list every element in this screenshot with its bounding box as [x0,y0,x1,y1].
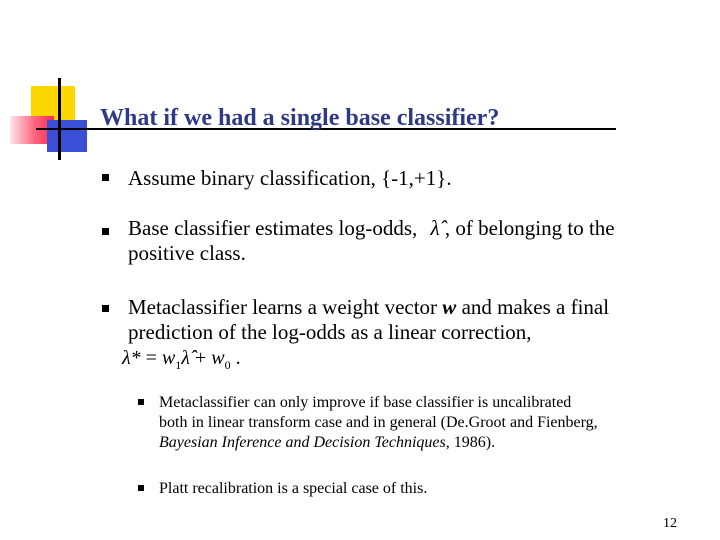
lambda-hat-in-equation: λ̂ [181,347,190,369]
equation-period: . [230,347,241,369]
bullet-3-line-2: prediction of the log-odds as a linear correction, [128,320,532,344]
w0-subscript: 0 [224,358,231,372]
subbullet-1-line-1: Metaclassifier can only improve if base classifier is uncalibrated [159,394,572,411]
subbullet-1-line-3 [159,433,495,452]
page-number: 12 [663,516,677,531]
w1-symbol: w [161,347,176,369]
subbullet-1-book-title: Bayesian Inference and Decision Techniques, [159,434,450,451]
decoration-vertical-line [58,78,61,160]
subbullet-1-year: 1986). [453,434,496,451]
w0-symbol: w [211,347,225,369]
subbullet-2-text: Platt recalibration is a special case of this. [159,480,428,497]
linear-correction-equation [122,347,241,373]
w1-subscript: 1 [175,358,182,372]
bullet-2-text-after: , of belonging to the [444,216,615,240]
subbullet-marker [138,399,144,405]
lambda-hat-symbol: λ̂ [430,216,440,240]
slide-title: What if we had a single base classifier? [100,105,500,131]
bullet-marker [102,228,109,235]
subbullet-1-line-2: both in linear transform case and in general (De.Groot and Fienberg, [159,414,598,431]
subbullet-marker [138,485,144,491]
bullet-2-line-1 [128,216,615,240]
bullet-2-text-before: Base classifier estimates log-odds, [128,216,418,240]
bullet-3-line-1 [128,295,609,319]
plus-sign: + [189,347,212,369]
bullet-marker [102,174,109,181]
bullet-1-text: Assume binary classification, {-1,+1}. [128,166,452,190]
decoration-blue-square [47,120,87,152]
bullet-marker [102,305,109,312]
bullet-2-line-2: positive class. [128,241,246,265]
lambda-star-symbol: λ* [122,347,141,369]
bullet-3-text-after: and makes a final [461,295,610,319]
bullet-3-text-before: Metaclassifier learns a weight vector [128,295,438,319]
equals-sign: = [140,347,162,369]
weight-vector-symbol: w [442,295,457,319]
